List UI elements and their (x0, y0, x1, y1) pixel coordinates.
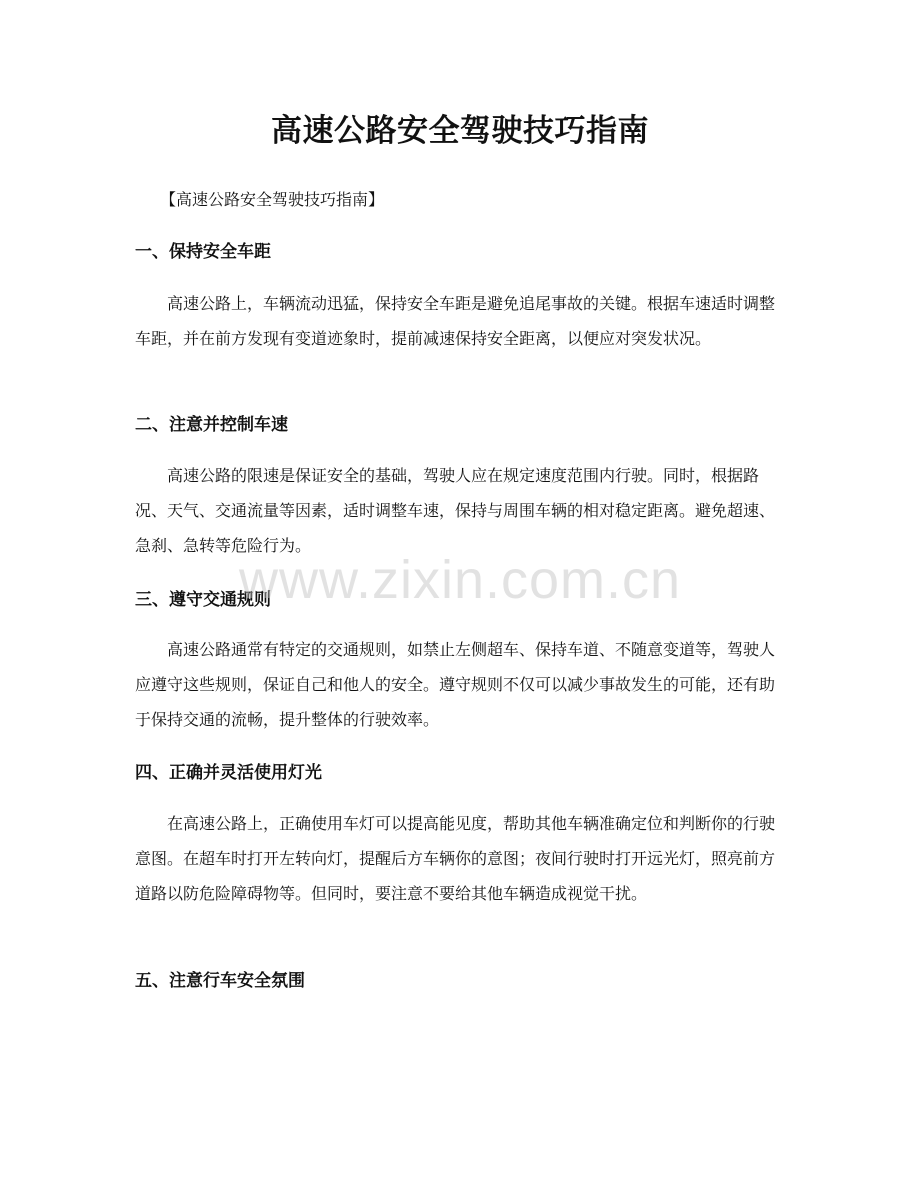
section-heading-2: 二、注意并控制车速 (135, 415, 288, 435)
document-subtitle: 【高速公路安全驾驶技巧指南】 (160, 190, 385, 209)
section-body-2: 高速公路的限速是保证安全的基础，驾驶人应在规定速度范围内行驶。同时，根据路况、天气、交通流量等因素，适时调整车速，保持与周围车辆的相对稳定距离。避免超速、急刹、急转等危险行为。 (135, 466, 776, 555)
section-heading-5: 五、注意行车安全氛围 (135, 971, 305, 991)
section-heading-1: 一、保持安全车距 (135, 242, 271, 262)
watermark: www.zixin.com.cn (238, 550, 682, 610)
document-title: 高速公路安全驾驶技巧指南 (271, 113, 649, 149)
section-heading-3: 三、遵守交通规则 (135, 590, 271, 610)
section-body-3: 高速公路通常有特定的交通规则，如禁止左侧超车、保持车道、不随意变道等，驾驶人应遵守这些规则，保证自己和他人的安全。遵守规则不仅可以减少事故发生的可能，还有助于保持交通的流畅，提升整体的行驶效率。 (135, 640, 776, 729)
section-body-1: 高速公路上，车辆流动迅猛，保持安全车距是避免追尾事故的关键。根据车速适时调整车距，并在前方发现有变道迹象时，提前减速保持安全距离，以便应对突发状况。 (135, 294, 776, 348)
section-body-4: 在高速公路上，正确使用车灯可以提高能见度，帮助其他车辆准确定位和判断你的行驶意图。在超车时打开左转向灯，提醒后方车辆你的意图；夜间行驶时打开远光灯，照亮前方道路以防危险障碍物等。但同时，要注意不要给其他车辆造成视觉干扰。 (135, 814, 776, 903)
section-heading-4: 四、正确并灵活使用灯光 (135, 763, 322, 783)
